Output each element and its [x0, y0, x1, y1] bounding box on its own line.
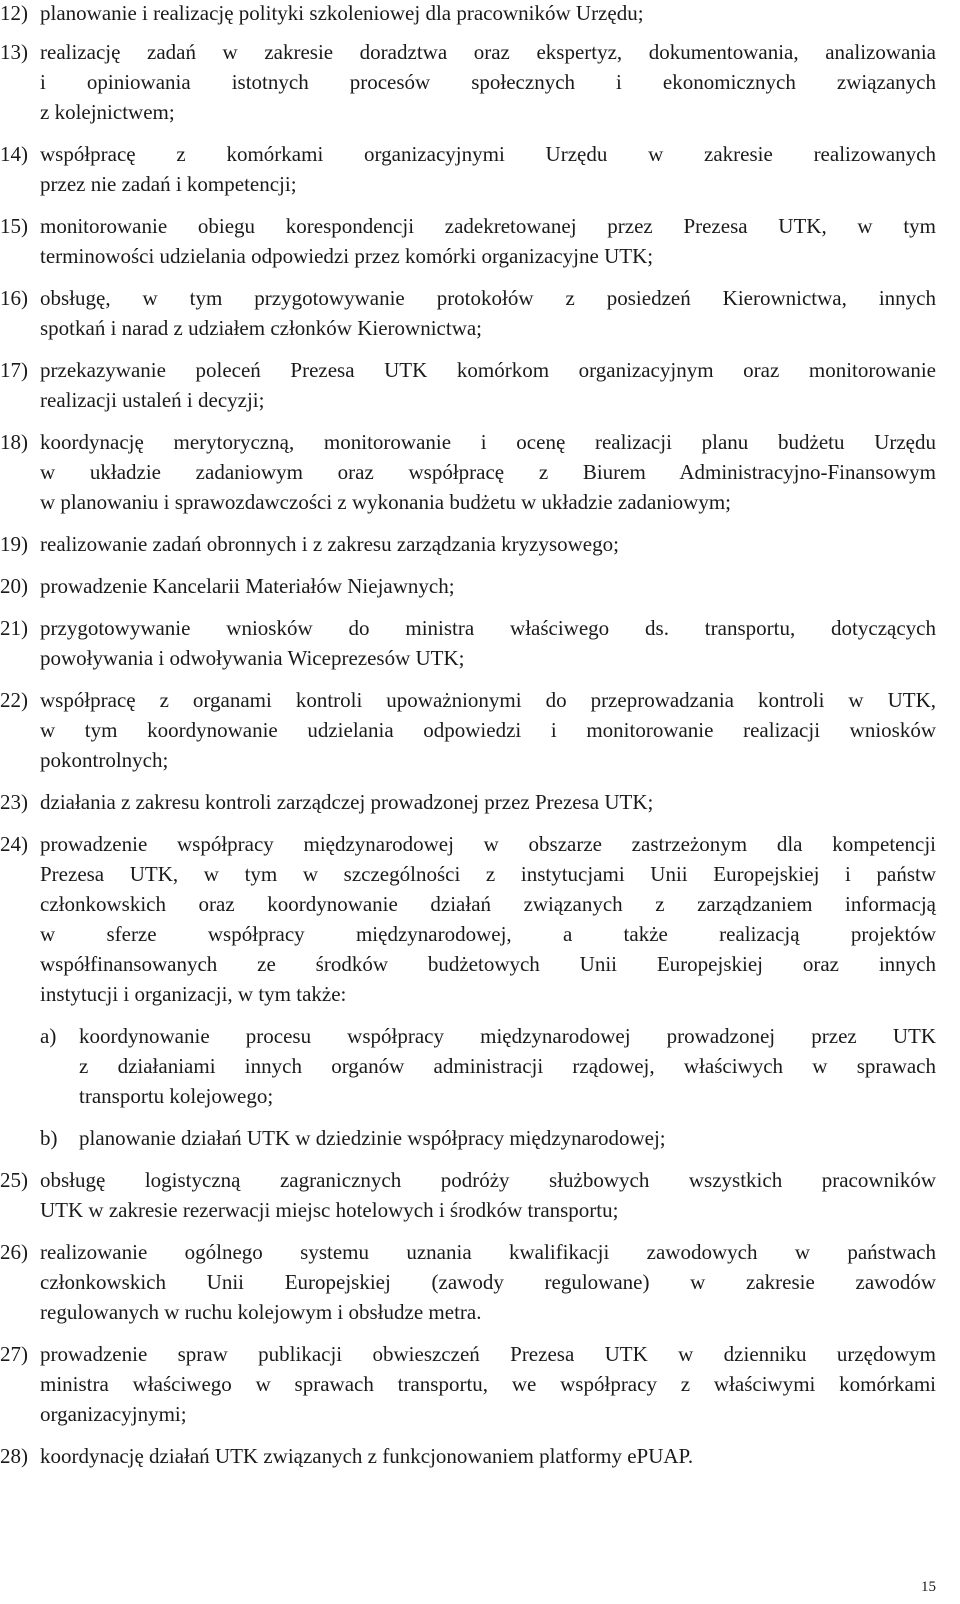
item-text-line: obsługę logistyczną zagranicznych podróży służbowych wszystkich pracowników — [40, 1168, 936, 1192]
item-text-line: transportu kolejowego; — [79, 1084, 274, 1108]
item-number: 16) — [0, 286, 28, 310]
item-number: 22) — [0, 688, 28, 712]
item-text-line: współpracę z komórkami organizacyjnymi Urzędu w zakresie realizowanych — [40, 142, 936, 166]
item-text-line: współpracę z organami kontroli upoważnionymi do przeprowadzania kontroli w UTK, — [40, 688, 936, 712]
item-text-line: przez nie zadań i kompetencji; — [40, 172, 297, 196]
item-number: 13) — [0, 40, 28, 64]
item-text-line: przygotowywanie wniosków do ministra właściwego ds. transportu, dotyczących — [40, 616, 936, 640]
item-text-line: prowadzenie spraw publikacji obwieszczeń Prezesa UTK w dzienniku urzędowym — [40, 1342, 936, 1366]
item-text-line: organizacyjnymi; — [40, 1402, 187, 1426]
item-text-line: w układzie zadaniowym oraz współpracę z Biurem Administracyjno-Finansowym — [40, 460, 936, 484]
item-number: 28) — [0, 1444, 28, 1468]
item-text-line: instytucji i organizacji, w tym także: — [40, 982, 347, 1006]
item-number: 21) — [0, 616, 28, 640]
item-text-line: członkowskich Unii Europejskiej (zawody regulowane) w zakresie zawodów — [40, 1270, 936, 1294]
item-text-line: w sferze współpracy międzynarodowej, a także realizacją projektów — [40, 922, 936, 946]
item-number: 12) — [0, 1, 28, 25]
item-number: b) — [40, 1126, 58, 1150]
item-text-line: prowadzenie współpracy międzynarodowej w obszarze zastrzeżonym dla kompetencji — [40, 832, 936, 856]
item-text-line: obsługę, w tym przygotowywanie protokołów z posiedzeń Kierownictwa, innych — [40, 286, 936, 310]
item-text-line: realizacji ustaleń i decyzji; — [40, 388, 265, 412]
item-text-line: realizację zadań w zakresie doradztwa oraz ekspertyz, dokumentowania, analizowania — [40, 40, 936, 64]
item-text-line: pokontrolnych; — [40, 748, 169, 772]
item-text-line: ministra właściwego w sprawach transportu, we współpracy z właściwymi komórkami — [40, 1372, 936, 1396]
item-text-line: spotkań i narad z udziałem członków Kierownictwa; — [40, 316, 483, 340]
item-number: 20) — [0, 574, 28, 598]
item-number: 15) — [0, 214, 28, 238]
item-text-line: planowanie działań UTK w dziedzinie współpracy międzynarodowej; — [79, 1126, 666, 1150]
item-number: 18) — [0, 430, 28, 454]
item-number: 23) — [0, 790, 28, 814]
item-text-line: UTK w zakresie rezerwacji miejsc hotelowych i środków transportu; — [40, 1198, 619, 1222]
item-number: a) — [40, 1024, 57, 1048]
item-text-line: koordynowanie procesu współpracy międzynarodowej prowadzonej przez UTK — [79, 1024, 936, 1048]
item-text-line: z działaniami innych organów administracji rządowej, właściwych w sprawach — [79, 1054, 936, 1078]
item-text-line: współfinansowanych ze środków budżetowych Unii Europejskiej oraz innych — [40, 952, 936, 976]
item-text-line: z kolejnictwem; — [40, 100, 175, 124]
item-text-line: w planowaniu i sprawozdawczości z wykonania budżetu w układzie zadaniowym; — [40, 490, 732, 514]
item-text-line: przekazywanie poleceń Prezesa UTK komórkom organizacyjnym oraz monitorowanie — [40, 358, 936, 382]
item-text-line: terminowości udzielania odpowiedzi przez komórki organizacyjne UTK; — [40, 244, 654, 268]
item-text-line: realizowanie zadań obronnych i z zakresu zarządzania kryzysowego; — [40, 532, 619, 556]
item-text-line: Prezesa UTK, w tym w szczególności z instytucjami Unii Europejskiej i państw — [40, 862, 936, 886]
item-text-line: powoływania i odwoływania Wiceprezesów UTK; — [40, 646, 465, 670]
item-text-line: działania z zakresu kontroli zarządczej prowadzonej przez Prezesa UTK; — [40, 790, 654, 814]
item-text-line: i opiniowania istotnych procesów społecznych i ekonomicznych związanych — [40, 70, 936, 94]
item-number: 27) — [0, 1342, 28, 1366]
page-number: 15 — [921, 1579, 936, 1595]
item-text-line: w tym koordynowanie udzielania odpowiedzi i monitorowanie realizacji wniosków — [40, 718, 936, 742]
item-number: 19) — [0, 532, 28, 556]
item-text-line: koordynację działań UTK związanych z funkcjonowaniem platformy ePUAP. — [40, 1444, 694, 1468]
item-number: 25) — [0, 1168, 28, 1192]
item-text-line: realizowanie ogólnego systemu uznania kwalifikacji zawodowych w państwach — [40, 1240, 936, 1264]
item-text-line: regulowanych w ruchu kolejowym i obsłudze metra. — [40, 1300, 482, 1324]
item-text-line: planowanie i realizację polityki szkoleniowej dla pracowników Urzędu; — [40, 1, 644, 25]
item-number: 24) — [0, 832, 28, 856]
item-text-line: koordynację merytoryczną, monitorowanie i ocenę realizacji planu budżetu Urzędu — [40, 430, 936, 454]
item-number: 17) — [0, 358, 28, 382]
item-text-line: członkowskich oraz koordynowanie działań związanych z zarządzaniem informacją — [40, 892, 936, 916]
item-number: 26) — [0, 1240, 28, 1264]
item-number: 14) — [0, 142, 28, 166]
item-text-line: prowadzenie Kancelarii Materiałów Niejawnych; — [40, 574, 455, 598]
item-text-line: monitorowanie obiegu korespondencji zadekretowanej przez Prezesa UTK, w tym — [40, 214, 936, 238]
